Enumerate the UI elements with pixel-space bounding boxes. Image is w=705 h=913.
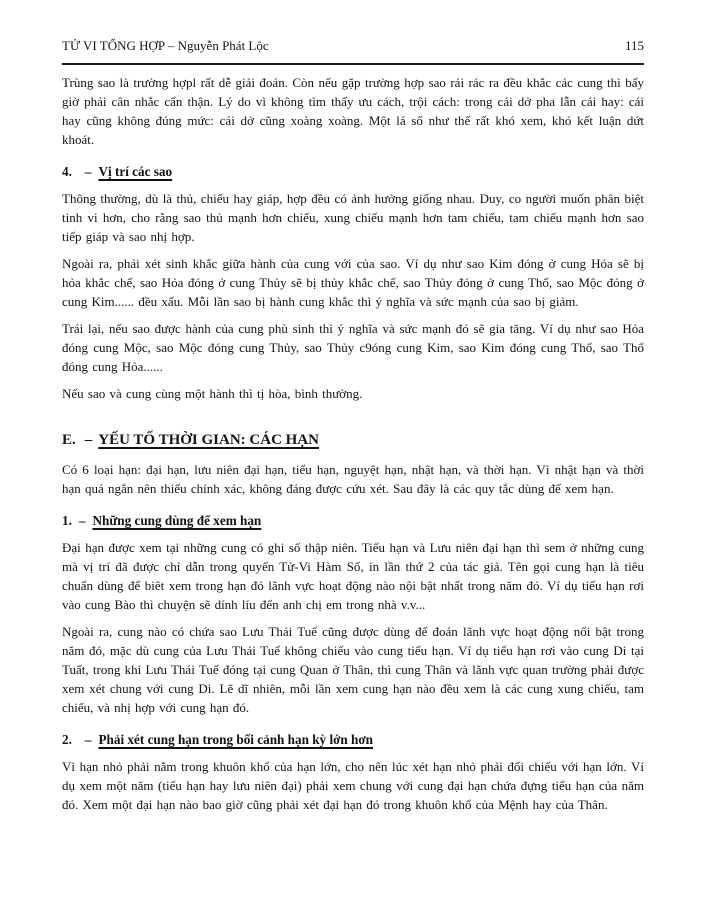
header-rule <box>62 63 644 65</box>
body-paragraph: Trùng sao là trường hợpl rất dễ giải đoán. Còn nếu gặp trường hợp sao rải rác ra đều khắc các cung thì bấy giờ phải cân nhắc cẩn thận. Lý do vì không tìm thấy ưu cách, trội cách: trong cái dở pha lẫn cái hay: cái hay cũng không đúng mức: cái dở cũng xoàng xoàng. Một lá số như thế rất khó xem, khó kết luận dứt khoát. <box>62 75 644 147</box>
heading-label: Những cung dùng để xem hạn <box>92 513 262 528</box>
heading-dash: – <box>84 732 92 747</box>
book-title: TỬ VI TỔNG HỢP – Nguyễn Phát Lộc <box>62 38 269 53</box>
heading-label: Vị trí các sao <box>98 164 173 179</box>
body-paragraph: Trái lại, nếu sao được hành của cung phù sinh thì ý nghĩa và sức mạnh đó sẽ gia tăng. Ví dụ như sao Hỏa đóng cung Mộc, sao Mộc đóng cung Thủy, sao Thủy c9óng cung Kim, sao Kim đóng cung Thổ, sao Thổ đóng cung Hỏa...... <box>62 321 644 374</box>
heading-number: 1. <box>62 513 72 528</box>
body-paragraph: Có 6 loại hạn: đại hạn, lưu niên đại hạn, tiểu hạn, nguyệt hạn, nhật hạn, và thời hạn. Vì nhật hạn và thời hạn quá ngắn nên thiếu chính xác, không đáng được cứu xét. Sau đây là các quy tắc dùng để xem hạn. <box>62 462 644 496</box>
body-paragraph: Ngoài ra, cung nào có chứa sao Lưu Thái Tuế cũng được dùng để đoán lãnh vực hoạt động nổi bật trong năm đó, mặc dù cung của Lưu Thái Tuế không chiếu vào cung tiểu hạn. Ví dụ tiểu hạn rơi vào cung Di tại Tuất, trong khi Lưu Thái Tuế đóng tại cung Quan ở Thân, thì cung Thân và lãnh vực quan trường phải được xem xét chung với cung Di. Lẽ dĩ nhiên, mỗi lần xem cung hạn nào đều xem là các cung xung chiếu, tam chiếu, và nhị hợp với cung hạn đó. <box>62 624 644 715</box>
heading-label: YẾU TỐ THỜI GIAN: CÁC HẠN <box>98 432 319 448</box>
subsection-heading-4 <box>62 162 644 181</box>
subsection-heading-2 <box>62 730 644 749</box>
body-paragraph: Ngoài ra, phải xét sinh khắc giữa hành của cung với của sao. Ví dụ như sao Kim đóng ở cung Hóa sẽ bị hỏa khắc chế, sao Hỏa đóng ở cung Thủy sẽ bị thủy khắc chế, sao Thủy đóng ở cung Thổ, sao Mộc đóng ở cung Kim...... đều xấu. Mỗi lần sao bị hành cung khắc thì ý nghĩa và sức mạnh của sao bị giảm. <box>62 256 644 309</box>
heading-dash: – <box>84 164 92 179</box>
heading-label: Phải xét cung hạn trong bối cảnh hạn kỳ lớn hơn <box>98 732 374 747</box>
heading-number: 4. <box>62 164 72 179</box>
body-paragraph: Vì hạn nhỏ phải nằm trong khuôn khổ của hạn lớn, cho nên lúc xét hạn nhỏ phải đối chiếu với hạn lớn. Ví dụ xem một năm (tiểu hạn hay lưu niên đại) phải xem chung với cung đại hạn chứa đựng tiểu hạn của năm đó. Xem một đại hạn nào bao giờ cũng phải xét đại hạn đó trong khuôn khổ của Mệnh hay của Thân. <box>62 759 644 812</box>
body-paragraph: Thông thường, dù là thủ, chiếu hay giáp, hợp đều có ảnh hưởng giống nhau. Duy, co người muốn phân biệt tinh vi hơn, cho rằng sao thủ mạnh hơn chiếu, xung chiếu mạnh hơn tam chiếu, tam chiếu mạnh hơn sao tiếp giáp và sao nhị hợp. <box>62 191 644 244</box>
section-heading-e <box>62 430 644 451</box>
page-header <box>62 38 644 54</box>
heading-number: E. <box>62 432 76 448</box>
body-paragraph: Nếu sao và cung cùng một hành thì tị hòa, bình thường. <box>62 386 363 401</box>
subsection-heading-1 <box>62 511 644 530</box>
body-paragraph: Đại hạn được xem tại những cung có ghi số thập niên. Tiểu hạn và Lưu niên đại hạn thì sem ở những cung mà vị trí đã được chỉ dẫn trong quyển Tử-Vi Hàm Số, in lần thứ 2 của tác giả. Tên gọi cung hạn là tiêu chuẩn dùng để biêt xem trong hạn đó lãnh vực hoạt động nào nội bật nhất trong năm đó. Ví dụ tiểu hạn rơi vào cung Bào thì chuyện sẽ dính líu đến anh chị em trong nhà v.v... <box>62 540 644 612</box>
heading-dash: – <box>84 432 93 448</box>
heading-dash: – <box>78 513 86 528</box>
page-number: 115 <box>624 38 644 53</box>
heading-number: 2. <box>62 732 72 747</box>
